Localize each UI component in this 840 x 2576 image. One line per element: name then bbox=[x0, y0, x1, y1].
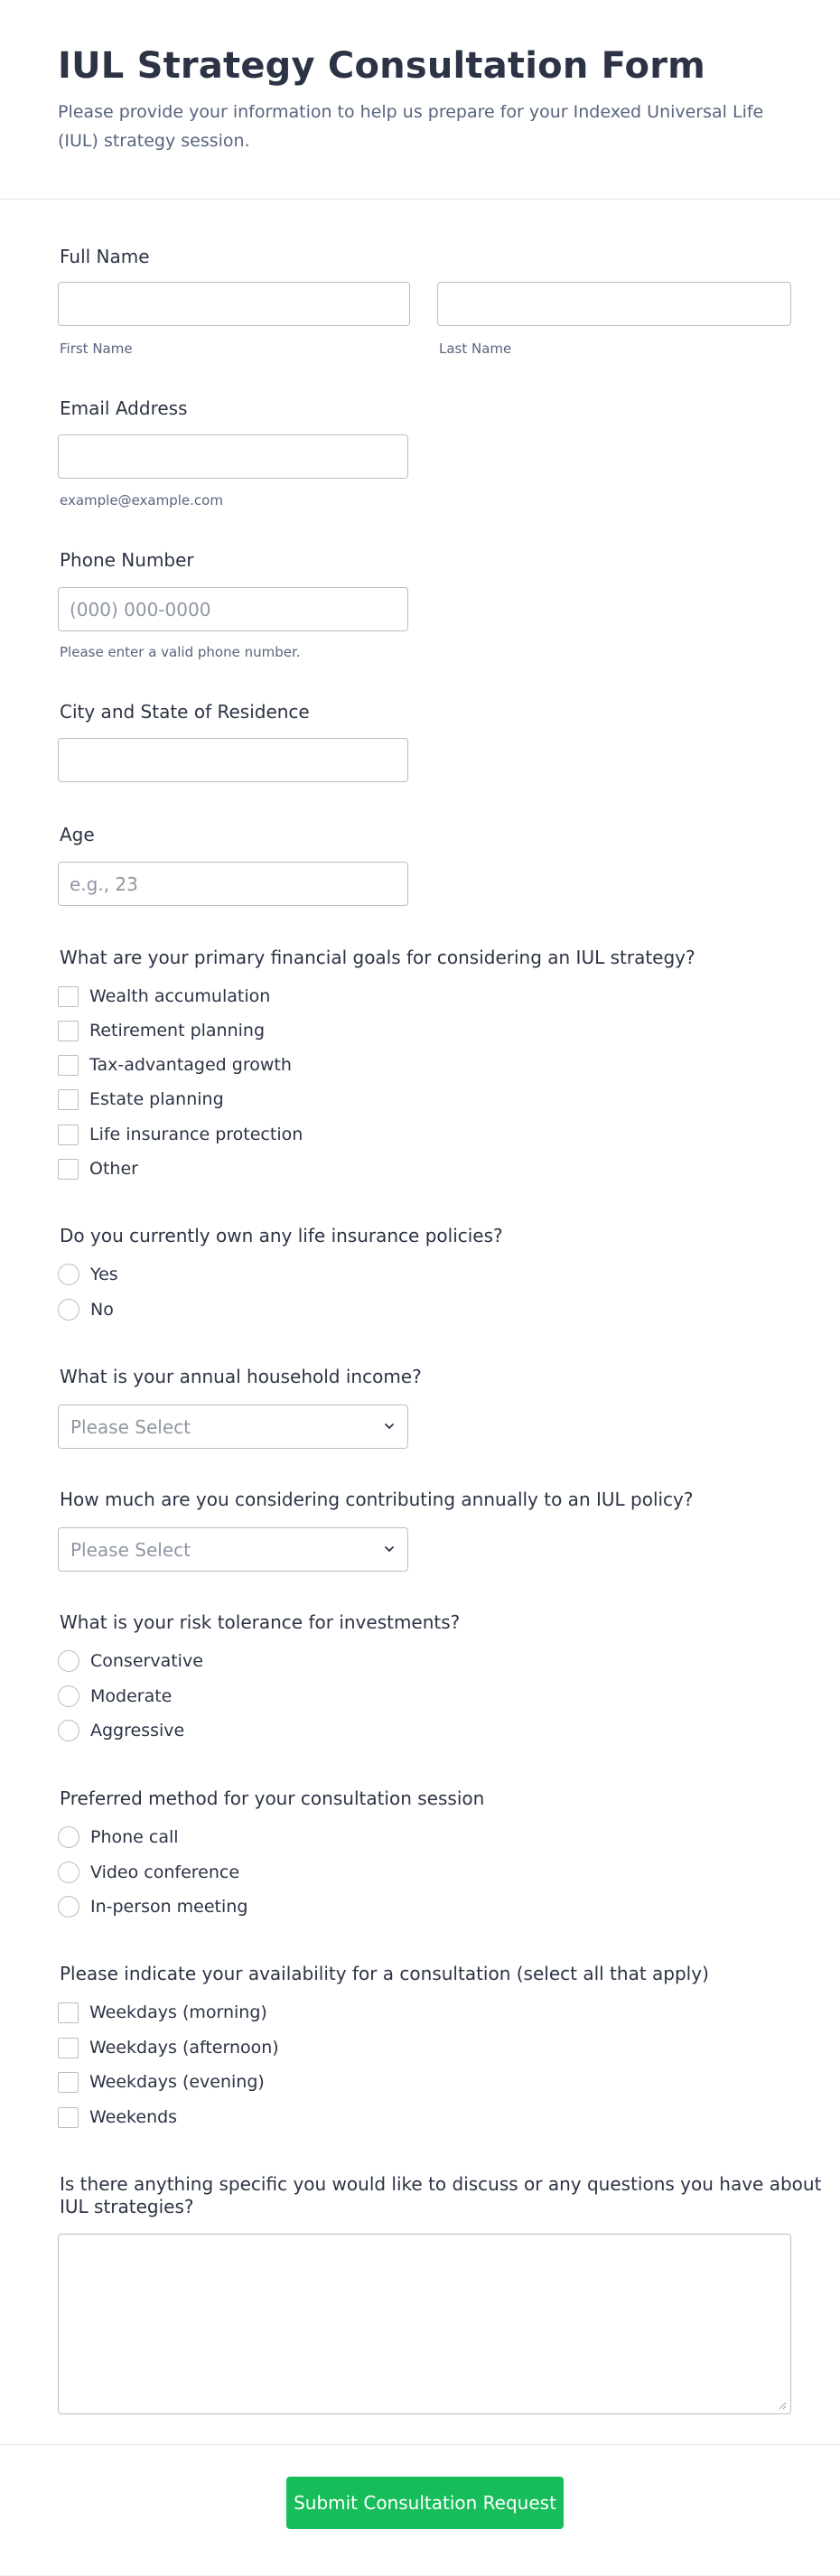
first-name-sublabel: First Name bbox=[60, 341, 133, 357]
method-label: Preferred method for your consultation session bbox=[60, 1787, 485, 1809]
risk-option-conservative[interactable] bbox=[58, 1649, 203, 1673]
radio-button[interactable] bbox=[58, 1896, 79, 1918]
availability-option-morning[interactable] bbox=[58, 2001, 267, 2024]
radio-button[interactable] bbox=[58, 1720, 79, 1741]
option-label: Wealth accumulation bbox=[89, 986, 271, 1006]
contribution-select-value: Please Select bbox=[70, 1539, 191, 1561]
full-name-label: Full Name bbox=[60, 246, 150, 267]
goal-option-retirement[interactable] bbox=[58, 1019, 265, 1042]
checkbox[interactable] bbox=[58, 1159, 79, 1180]
city-state-input[interactable] bbox=[58, 738, 408, 782]
option-label: Phone call bbox=[90, 1827, 179, 1847]
goal-option-estate[interactable] bbox=[58, 1087, 224, 1111]
option-label: No bbox=[90, 1300, 114, 1320]
option-label: Conservative bbox=[90, 1651, 203, 1671]
radio-button[interactable] bbox=[58, 1299, 79, 1321]
contribution-label: How much are you considering contributing annually to an IUL policy? bbox=[60, 1489, 694, 1510]
option-label: Aggressive bbox=[90, 1721, 185, 1741]
availability-label: Please indicate your availability for a consultation (select all that apply) bbox=[60, 1963, 709, 1984]
option-label: In-person meeting bbox=[90, 1897, 248, 1917]
risk-option-moderate[interactable] bbox=[58, 1685, 172, 1708]
checkbox[interactable] bbox=[58, 2107, 79, 2128]
questions-textarea[interactable] bbox=[58, 2234, 791, 2414]
goal-option-wealth[interactable] bbox=[58, 985, 270, 1008]
method-option-video[interactable] bbox=[58, 1861, 239, 1884]
radio-button[interactable] bbox=[58, 1685, 79, 1707]
checkbox[interactable] bbox=[58, 1089, 79, 1110]
last-name-sublabel: Last Name bbox=[439, 341, 512, 357]
method-option-phone[interactable] bbox=[58, 1825, 179, 1849]
option-label: Life insurance protection bbox=[89, 1125, 303, 1144]
option-label: Moderate bbox=[90, 1686, 173, 1706]
email-label: Email Address bbox=[60, 397, 188, 419]
phone-input[interactable] bbox=[58, 587, 408, 631]
checkbox[interactable] bbox=[58, 1055, 79, 1076]
checkbox[interactable] bbox=[58, 1125, 79, 1145]
radio-button[interactable] bbox=[58, 1264, 79, 1285]
email-sublabel: example@example.com bbox=[60, 492, 223, 509]
checkbox[interactable] bbox=[58, 2002, 79, 2023]
questions-label-line1: Is there anything specific you would like to discuss or any questions you have about bbox=[60, 2173, 822, 2195]
risk-label: What is your risk tolerance for investments? bbox=[60, 1611, 461, 1633]
chevron-down-icon bbox=[382, 1542, 397, 1556]
email-input[interactable] bbox=[58, 434, 408, 479]
phone-sublabel: Please enter a valid phone number. bbox=[60, 644, 301, 660]
income-select[interactable] bbox=[58, 1405, 408, 1449]
income-select-value: Please Select bbox=[70, 1416, 191, 1438]
availability-option-afternoon[interactable] bbox=[58, 2036, 279, 2059]
option-label: Weekdays (morning) bbox=[89, 2002, 267, 2022]
form-header bbox=[0, 0, 840, 200]
policies-label: Do you currently own any life insurance policies? bbox=[60, 1225, 503, 1246]
form-subtitle: Please provide your information to help us prepare for your Indexed Universal Life (IUL) strategy session. bbox=[58, 102, 764, 151]
policy-option-yes[interactable] bbox=[58, 1263, 118, 1286]
income-label: What is your annual household income? bbox=[60, 1366, 422, 1387]
option-label: Retirement planning bbox=[89, 1021, 266, 1041]
checkbox[interactable] bbox=[58, 2038, 79, 2058]
goal-option-tax[interactable] bbox=[58, 1053, 292, 1077]
resize-grip-icon[interactable] bbox=[778, 2401, 787, 2410]
availability-option-weekends[interactable] bbox=[58, 2105, 177, 2129]
submit-button[interactable]: Submit Consultation Request bbox=[286, 2477, 564, 2529]
goal-option-insurance[interactable] bbox=[58, 1123, 303, 1146]
option-label: Weekends bbox=[89, 2107, 178, 2127]
option-label: Tax-advantaged growth bbox=[89, 1055, 292, 1075]
availability-option-evening[interactable] bbox=[58, 2070, 265, 2094]
option-label: Yes bbox=[90, 1265, 118, 1284]
last-name-input[interactable] bbox=[437, 282, 791, 326]
phone-label: Phone Number bbox=[60, 549, 194, 571]
option-label: Other bbox=[89, 1159, 138, 1179]
checkbox[interactable] bbox=[58, 2072, 79, 2093]
age-input[interactable] bbox=[58, 862, 408, 906]
questions-label-line2: IUL strategies? bbox=[60, 2196, 194, 2217]
checkbox[interactable] bbox=[58, 986, 79, 1007]
option-label: Estate planning bbox=[89, 1089, 224, 1109]
method-option-in-person[interactable] bbox=[58, 1895, 247, 1918]
option-label: Weekdays (evening) bbox=[89, 2072, 265, 2092]
goal-option-other[interactable] bbox=[58, 1157, 138, 1181]
first-name-input[interactable] bbox=[58, 282, 410, 326]
city-state-label: City and State of Residence bbox=[60, 701, 310, 723]
age-label: Age bbox=[60, 824, 95, 845]
form-title: IUL Strategy Consultation Form bbox=[58, 45, 706, 87]
radio-button[interactable] bbox=[58, 1862, 79, 1883]
contribution-select[interactable] bbox=[58, 1527, 408, 1572]
goals-label: What are your primary financial goals for considering an IUL strategy? bbox=[60, 947, 695, 968]
option-label: Weekdays (afternoon) bbox=[89, 2038, 279, 2058]
chevron-down-icon bbox=[382, 1419, 397, 1433]
option-label: Video conference bbox=[90, 1862, 240, 1882]
policy-option-no[interactable] bbox=[58, 1298, 114, 1321]
radio-button[interactable] bbox=[58, 1826, 79, 1848]
radio-button[interactable] bbox=[58, 1650, 79, 1672]
checkbox[interactable] bbox=[58, 1021, 79, 1041]
risk-option-aggressive[interactable] bbox=[58, 1719, 184, 1742]
